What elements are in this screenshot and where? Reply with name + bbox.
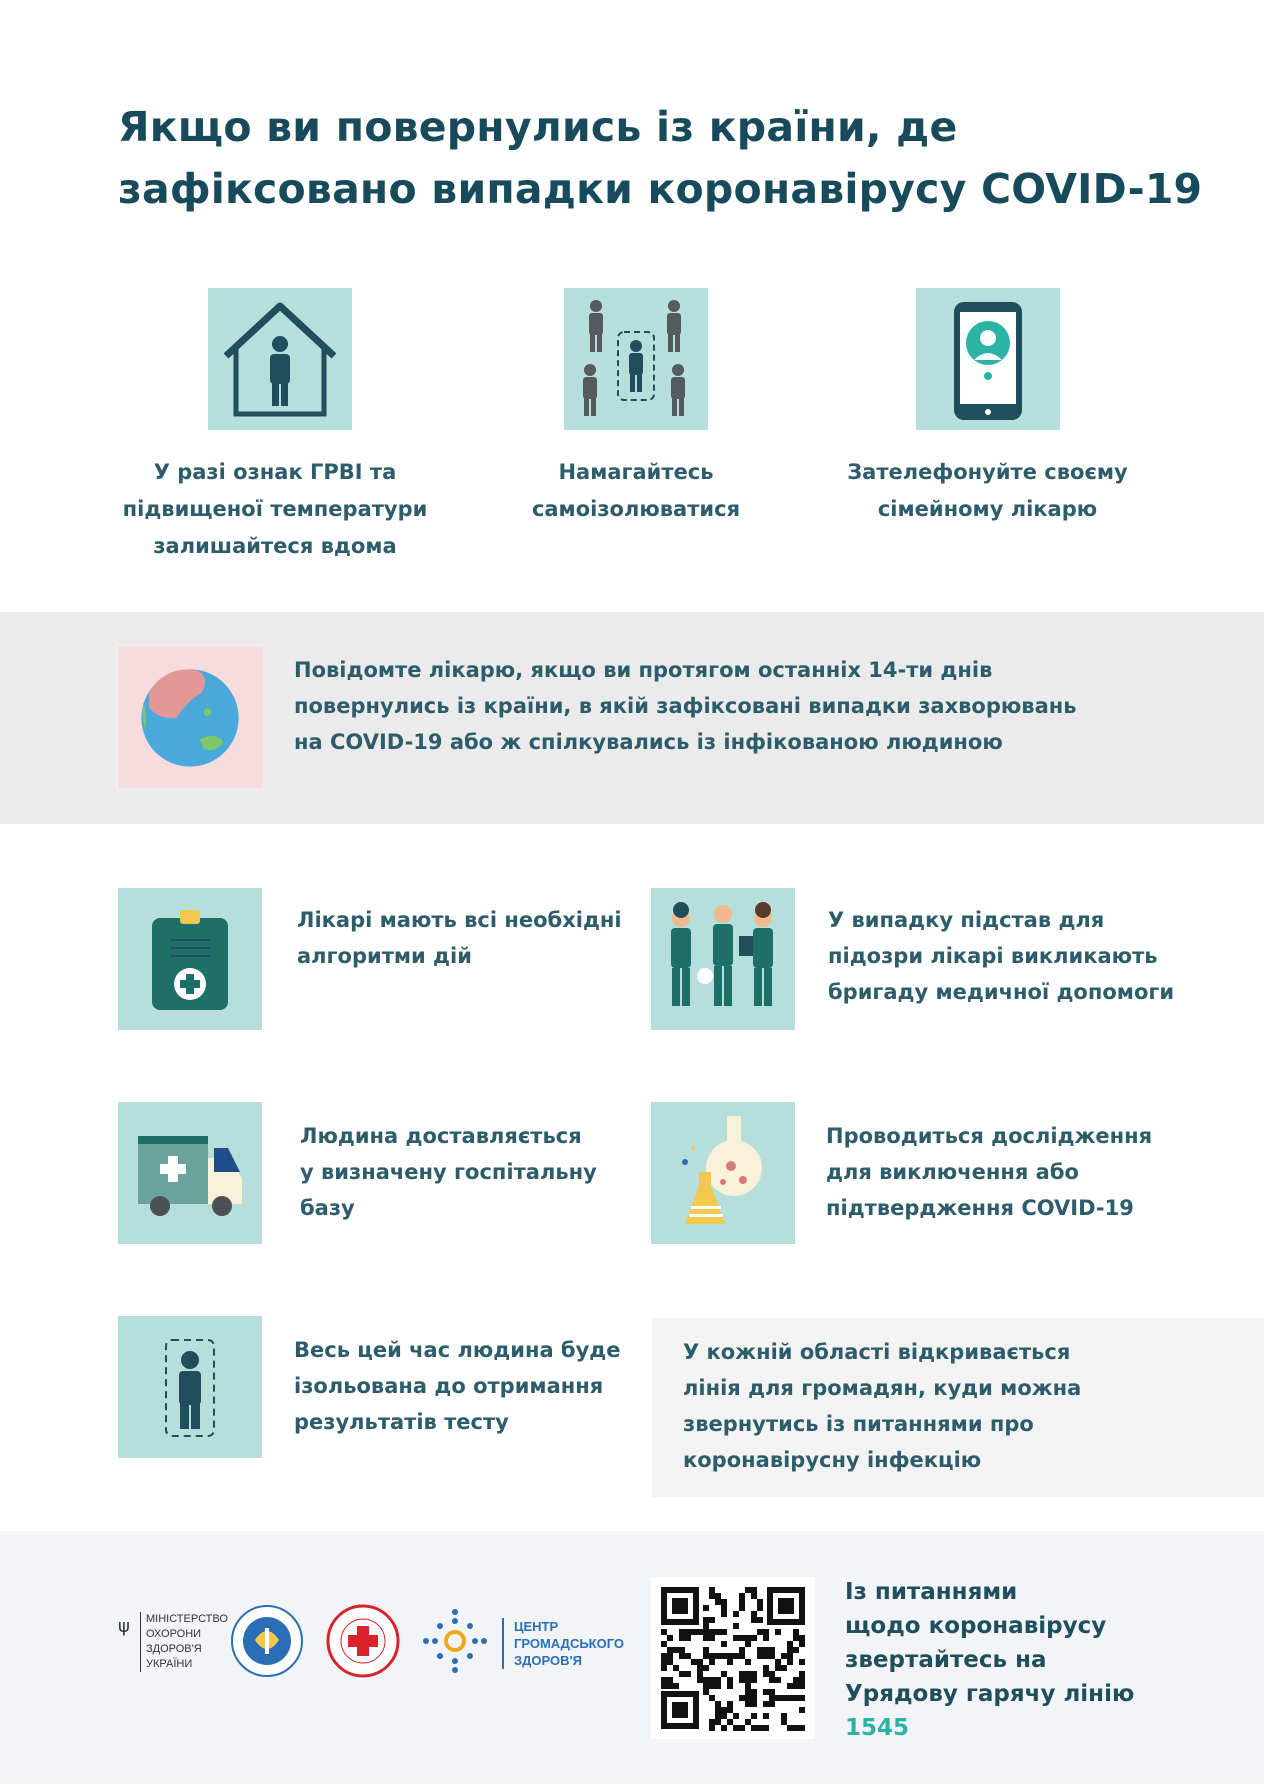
qr-module bbox=[709, 1659, 715, 1665]
qr-module bbox=[769, 1647, 775, 1653]
qr-module bbox=[685, 1635, 691, 1641]
qr-module bbox=[787, 1641, 793, 1647]
qr-module bbox=[781, 1695, 787, 1701]
qr-module bbox=[745, 1695, 751, 1701]
qr-module bbox=[763, 1647, 769, 1653]
qr-module bbox=[703, 1623, 709, 1629]
qr-module bbox=[757, 1605, 763, 1611]
qr-module bbox=[721, 1713, 727, 1719]
qr-module bbox=[751, 1593, 757, 1599]
qr-module bbox=[697, 1677, 703, 1683]
lab-flask-icon bbox=[651, 1102, 795, 1244]
qr-module bbox=[745, 1689, 751, 1695]
step-text-isolation: Весь цей час людина буде ізольована до отримання результатів тесту bbox=[294, 1338, 621, 1434]
step-caption-call-doctor: Зателефонуйте своєму сімейному лікарю bbox=[847, 460, 1128, 521]
qr-module bbox=[739, 1695, 745, 1701]
qr-module bbox=[709, 1635, 715, 1641]
qr-module bbox=[739, 1593, 745, 1599]
page-title bbox=[118, 96, 1218, 220]
qr-module bbox=[799, 1683, 805, 1689]
qr-module bbox=[697, 1629, 703, 1635]
qr-module bbox=[769, 1653, 775, 1659]
qr-module bbox=[709, 1653, 715, 1659]
qr-module bbox=[685, 1671, 691, 1677]
qr-module bbox=[793, 1695, 799, 1701]
globe-icon bbox=[116, 644, 265, 790]
qr-module bbox=[763, 1689, 769, 1695]
qr-module bbox=[775, 1629, 781, 1635]
qr-module bbox=[727, 1707, 733, 1713]
qr-module bbox=[757, 1599, 763, 1605]
qr-code-image bbox=[651, 1577, 815, 1739]
qr-module bbox=[733, 1623, 739, 1629]
qr-module bbox=[733, 1713, 739, 1719]
qr-module bbox=[709, 1593, 715, 1599]
qr-module bbox=[709, 1587, 715, 1593]
qr-module bbox=[679, 1635, 685, 1641]
public-health-center-logo bbox=[418, 1604, 492, 1678]
qr-module bbox=[757, 1617, 763, 1623]
qr-module bbox=[787, 1683, 793, 1689]
qr-module bbox=[763, 1653, 769, 1659]
qr-module bbox=[661, 1629, 667, 1635]
qr-module bbox=[697, 1665, 703, 1671]
qr-module bbox=[799, 1641, 805, 1647]
qr-module bbox=[763, 1725, 769, 1731]
qr-module bbox=[739, 1647, 745, 1653]
qr-module bbox=[667, 1647, 673, 1653]
ambulance-icon bbox=[118, 1102, 262, 1244]
qr-module bbox=[715, 1629, 721, 1635]
qr-module bbox=[679, 1671, 685, 1677]
qr-module bbox=[697, 1659, 703, 1665]
qr-module bbox=[691, 1629, 697, 1635]
qr-module bbox=[751, 1587, 757, 1593]
qr-module bbox=[745, 1701, 751, 1707]
qr-module bbox=[721, 1605, 727, 1611]
qr-module bbox=[793, 1677, 799, 1683]
qr-module bbox=[799, 1695, 805, 1701]
qr-module bbox=[667, 1683, 673, 1689]
qr-module bbox=[703, 1629, 709, 1635]
step-caption-home: У разі ознак ГРВІ та підвищеної температури залишайтеся вдома bbox=[122, 460, 428, 558]
qr-module bbox=[739, 1725, 745, 1731]
qr-module bbox=[733, 1653, 739, 1659]
qr-module bbox=[751, 1671, 757, 1677]
qr-module bbox=[769, 1695, 775, 1701]
qr-module bbox=[751, 1617, 757, 1623]
qr-module bbox=[661, 1683, 667, 1689]
qr-module bbox=[667, 1659, 673, 1665]
title-line-1: Якщо ви повернулись із країни, де bbox=[118, 103, 958, 151]
qr-module bbox=[775, 1659, 781, 1665]
qr-module bbox=[715, 1653, 721, 1659]
qr-module bbox=[661, 1641, 667, 1647]
qr-module bbox=[757, 1647, 763, 1653]
qr-module bbox=[733, 1611, 739, 1617]
medical-team-icon bbox=[651, 888, 795, 1030]
qr-module bbox=[745, 1719, 751, 1725]
qr-module bbox=[703, 1647, 709, 1653]
qr-module bbox=[715, 1677, 721, 1683]
qr-module bbox=[733, 1725, 739, 1731]
qr-module bbox=[715, 1683, 721, 1689]
qr-module bbox=[679, 1629, 685, 1635]
qr-module bbox=[745, 1659, 751, 1665]
qr-module bbox=[709, 1629, 715, 1635]
qr-module bbox=[673, 1647, 679, 1653]
qr-module bbox=[775, 1665, 781, 1671]
qr-module bbox=[745, 1641, 751, 1647]
qr-code[interactable] bbox=[651, 1577, 815, 1739]
qr-module bbox=[799, 1635, 805, 1641]
qr-module bbox=[721, 1641, 727, 1647]
qr-module bbox=[769, 1701, 775, 1707]
qr-module bbox=[775, 1677, 781, 1683]
qr-module bbox=[727, 1719, 733, 1725]
qr-module bbox=[703, 1635, 709, 1641]
qr-module bbox=[787, 1659, 793, 1665]
qr-module bbox=[793, 1725, 799, 1731]
qr-module bbox=[703, 1605, 709, 1611]
hotline-number[interactable]: 1545 bbox=[845, 1715, 910, 1741]
qr-module bbox=[727, 1683, 733, 1689]
qr-module bbox=[745, 1683, 751, 1689]
qr-module bbox=[685, 1629, 691, 1635]
qr-module bbox=[673, 1683, 679, 1689]
qr-module bbox=[661, 1653, 667, 1659]
title-line-2: зафіксовано випадки коронавірусу COVID-19 bbox=[118, 165, 1203, 213]
qr-module bbox=[721, 1611, 727, 1617]
qr-module bbox=[799, 1707, 805, 1713]
qr-module bbox=[685, 1653, 691, 1659]
qr-module bbox=[781, 1719, 787, 1725]
qr-module bbox=[799, 1671, 805, 1677]
qr-module bbox=[763, 1635, 769, 1641]
qr-module bbox=[715, 1707, 721, 1713]
qr-module bbox=[739, 1635, 745, 1641]
qr-module bbox=[763, 1713, 769, 1719]
qr-module bbox=[721, 1653, 727, 1659]
qr-module bbox=[679, 1653, 685, 1659]
qr-module bbox=[715, 1593, 721, 1599]
qr-module bbox=[739, 1671, 745, 1677]
qr-module bbox=[721, 1671, 727, 1677]
qr-module bbox=[739, 1653, 745, 1659]
qr-module bbox=[703, 1653, 709, 1659]
qr-module bbox=[661, 1677, 667, 1683]
isolated-person-icon bbox=[564, 288, 708, 430]
qr-module bbox=[763, 1665, 769, 1671]
qr-module bbox=[751, 1677, 757, 1683]
qr-module bbox=[727, 1653, 733, 1659]
qr-module bbox=[751, 1695, 757, 1701]
qr-module bbox=[763, 1629, 769, 1635]
qr-module bbox=[691, 1659, 697, 1665]
qr-module bbox=[661, 1659, 667, 1665]
medical-association-logo bbox=[230, 1604, 304, 1678]
qr-module bbox=[793, 1683, 799, 1689]
qr-module bbox=[793, 1635, 799, 1641]
qr-module bbox=[715, 1713, 721, 1719]
qr-module bbox=[727, 1701, 733, 1707]
qr-module bbox=[721, 1725, 727, 1731]
qr-module bbox=[751, 1725, 757, 1731]
step-text-hospital: Людина доставляється у визначену госпітальну базу bbox=[300, 1124, 597, 1220]
trident-icon: ψ bbox=[118, 1616, 130, 1637]
step-text-ambulance-call: У випадку підстав для підозри лікарі викликають бригаду медичної допомоги bbox=[828, 908, 1175, 1004]
qr-module bbox=[745, 1671, 751, 1677]
qr-module bbox=[745, 1587, 751, 1593]
qr-module bbox=[703, 1689, 709, 1695]
qr-module bbox=[715, 1719, 721, 1725]
notify-doctor-text: Повідомте лікарю, якщо ви протягом останніх 14-ти днів повернулись із країни, в якій зафіксовані випадки захворювань на COVID-19 або ж спілкувались із інфікованою людиною bbox=[294, 658, 1077, 754]
red-cross-logo bbox=[326, 1604, 400, 1678]
qr-module bbox=[721, 1629, 727, 1635]
qr-module bbox=[769, 1671, 775, 1677]
qr-module bbox=[703, 1683, 709, 1689]
qr-module bbox=[799, 1677, 805, 1683]
regional-line-text: У кожній області відкривається лінія для громадян, куди можна звернутись із питаннями про коронавірусну інфекцію bbox=[683, 1340, 1082, 1472]
qr-module bbox=[667, 1677, 673, 1683]
qr-module bbox=[667, 1635, 673, 1641]
qr-module bbox=[745, 1635, 751, 1641]
step-caption-isolation: Намагайтесь самоізолюватися bbox=[531, 460, 741, 521]
public-health-center-name: ЦЕНТР ГРОМАДСЬКОГО ЗДОРОВ'Я bbox=[502, 1618, 622, 1669]
house-person-icon bbox=[208, 288, 352, 430]
qr-module bbox=[709, 1683, 715, 1689]
qr-module bbox=[727, 1659, 733, 1665]
qr-module bbox=[751, 1635, 757, 1641]
qr-module bbox=[679, 1647, 685, 1653]
qr-module bbox=[703, 1665, 709, 1671]
qr-module bbox=[715, 1599, 721, 1605]
qr-module bbox=[721, 1599, 727, 1605]
qr-module bbox=[739, 1677, 745, 1683]
step-text-algorithms: Лікарі мають всі необхідні алгоритми дій bbox=[297, 908, 622, 968]
qr-module bbox=[799, 1659, 805, 1665]
qr-module bbox=[727, 1677, 733, 1683]
qr-module bbox=[709, 1677, 715, 1683]
qr-module bbox=[781, 1713, 787, 1719]
qr-module bbox=[709, 1719, 715, 1725]
qr-module bbox=[781, 1653, 787, 1659]
qr-module bbox=[709, 1725, 715, 1731]
qr-module bbox=[775, 1695, 781, 1701]
qr-module bbox=[673, 1665, 679, 1671]
qr-module bbox=[739, 1599, 745, 1605]
qr-module bbox=[751, 1701, 757, 1707]
qr-module bbox=[799, 1725, 805, 1731]
qr-module bbox=[703, 1617, 709, 1623]
qr-module bbox=[787, 1647, 793, 1653]
qr-module bbox=[763, 1671, 769, 1677]
qr-module bbox=[757, 1653, 763, 1659]
qr-module bbox=[739, 1605, 745, 1611]
qr-module bbox=[721, 1707, 727, 1713]
qr-module bbox=[793, 1629, 799, 1635]
qr-module bbox=[745, 1677, 751, 1683]
qr-module bbox=[709, 1617, 715, 1623]
qr-module bbox=[715, 1701, 721, 1707]
qr-module bbox=[751, 1713, 757, 1719]
qr-module bbox=[769, 1677, 775, 1683]
qr-module bbox=[787, 1725, 793, 1731]
qr-module bbox=[733, 1635, 739, 1641]
qr-module bbox=[757, 1725, 763, 1731]
phone-doctor-icon bbox=[916, 288, 1060, 430]
qr-module bbox=[763, 1701, 769, 1707]
qr-module bbox=[709, 1695, 715, 1701]
qr-module bbox=[769, 1689, 775, 1695]
qr-module bbox=[703, 1677, 709, 1683]
qr-module bbox=[751, 1611, 757, 1617]
hotline-text: Із питаннями щодо коронавірусу звертайтесь на Урядову гарячу лінію 1545 bbox=[845, 1575, 1134, 1745]
isolated-person-icon bbox=[118, 1316, 262, 1458]
qr-module bbox=[751, 1689, 757, 1695]
qr-module bbox=[787, 1653, 793, 1659]
qr-module bbox=[787, 1695, 793, 1701]
clipboard-icon bbox=[118, 888, 262, 1030]
qr-module bbox=[661, 1665, 667, 1671]
qr-module bbox=[793, 1647, 799, 1653]
ministry-of-health-logo: ψ МІНІСТЕРСТВО ОХОРОНИ ЗДОРОВ'Я УКРАЇНИ bbox=[118, 1612, 228, 1676]
qr-module bbox=[667, 1653, 673, 1659]
qr-module bbox=[757, 1629, 763, 1635]
qr-module bbox=[781, 1665, 787, 1671]
step-text-test: Проводиться дослідження для виключення або підтвердження COVID-19 bbox=[826, 1124, 1153, 1220]
qr-module bbox=[697, 1671, 703, 1677]
